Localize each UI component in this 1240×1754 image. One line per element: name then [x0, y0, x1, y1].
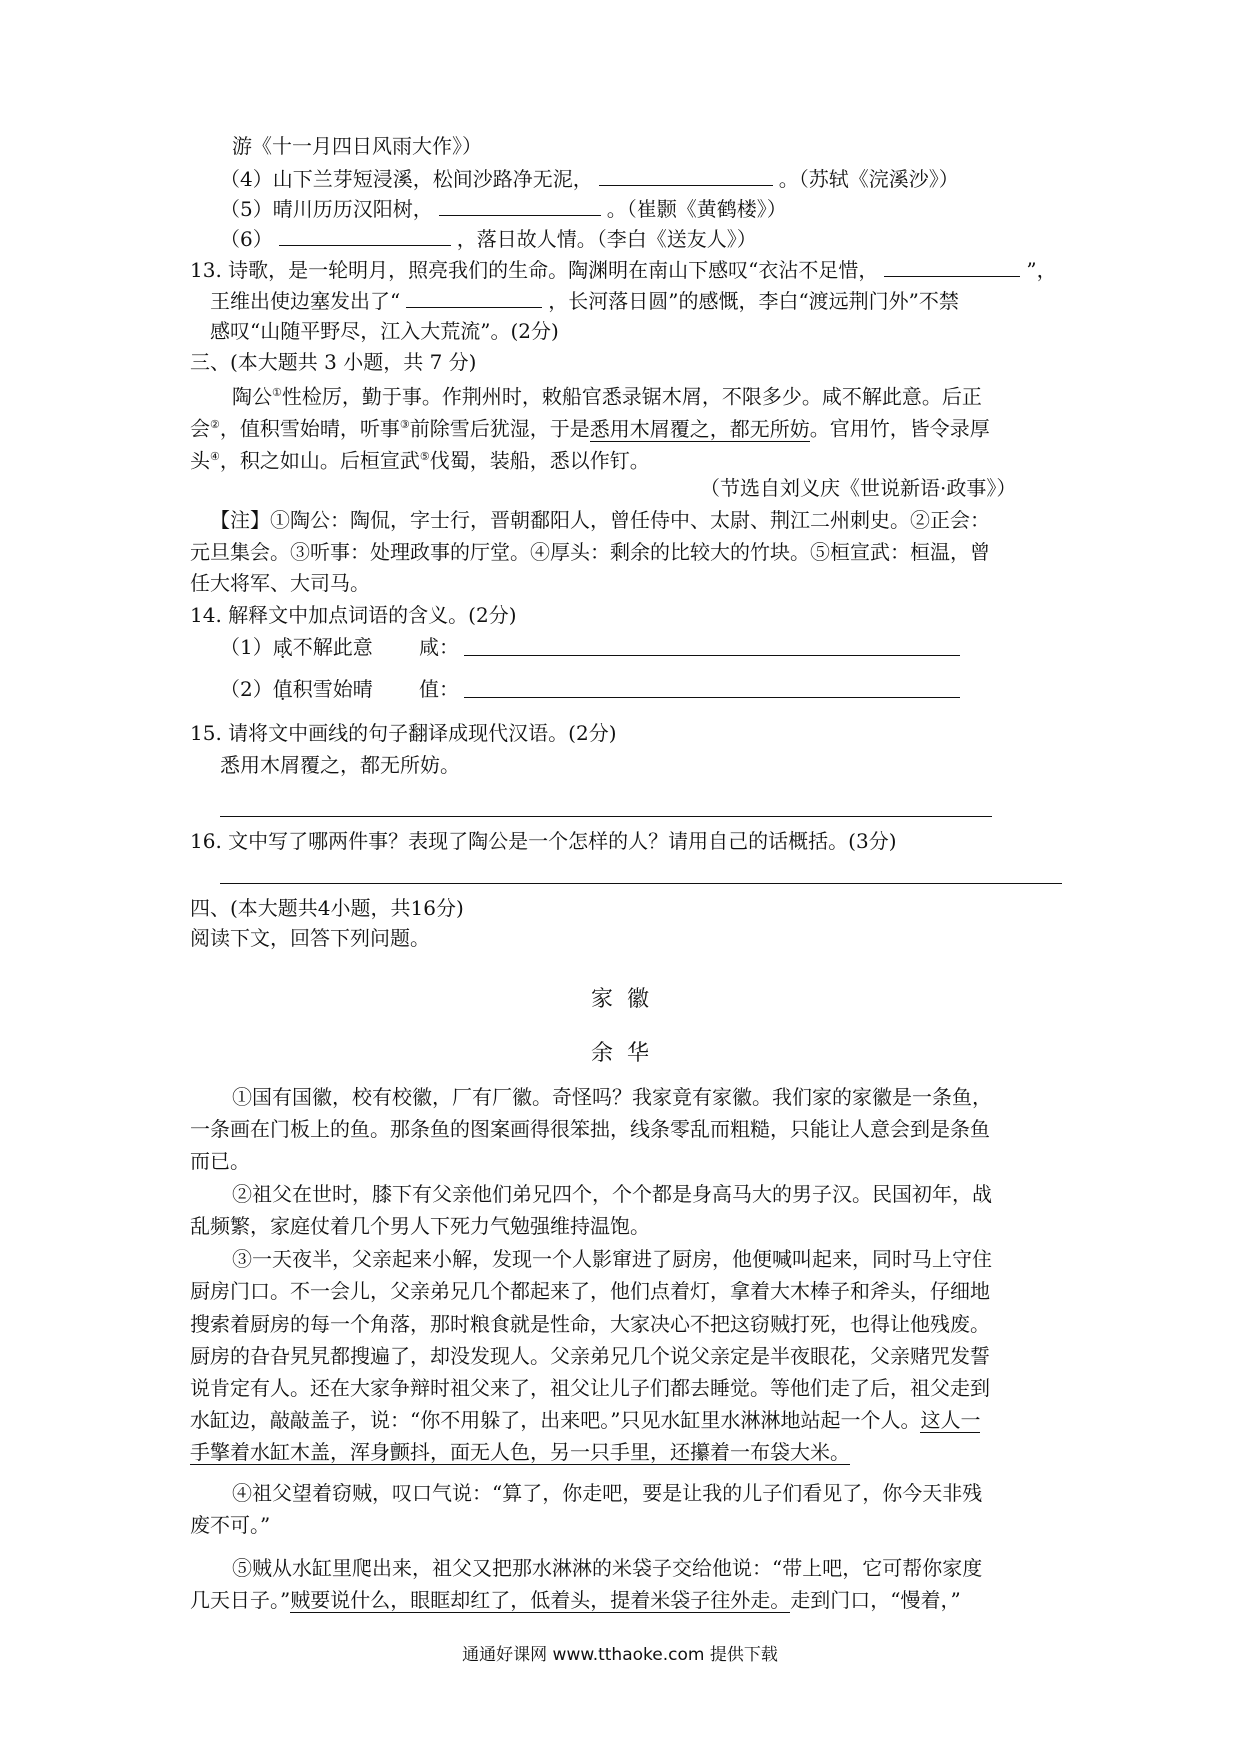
article-text: 走到门口，“慢着，” — [790, 1588, 961, 1612]
note-line-3: 任大将军、大司马。 — [190, 571, 370, 595]
footnote-mark: ⑤ — [419, 450, 430, 463]
article-line — [190, 1437, 850, 1467]
poem-line-4-text: （4）山下兰芽短浸溪，松间沙路净无泥， — [220, 167, 593, 191]
page-footer: 通通好课网 www.tthaoke.com 提供下载 — [462, 1645, 778, 1665]
passage-line-3 — [190, 442, 650, 476]
q13-text-a: 13. 诗歌，是一轮明月，照亮我们的生命。陶渊明在南山下感叹“衣沾不足惜， — [190, 258, 879, 282]
answer-line[interactable] — [464, 697, 960, 698]
q14-label-2: 值： — [419, 677, 459, 701]
passage-line-2 — [190, 410, 990, 444]
poem-line-5-text: （5）晴川历历汉阳树， — [220, 197, 433, 221]
article-line — [190, 1585, 961, 1615]
answer-blank[interactable] — [439, 193, 601, 216]
article-line: ⑤贼从水缸里爬出来，祖父又把那水淋淋的米袋子交给他说：“带上吧，它可帮你家度 — [232, 1556, 983, 1580]
answer-line[interactable] — [220, 883, 1062, 884]
article-line: ③一天夜半，父亲起来小解，发现一个人影窜进了厨房，他便喊叫起来，同时马上守住 — [232, 1247, 992, 1271]
answer-line[interactable] — [464, 655, 960, 656]
answer-blank[interactable] — [279, 223, 451, 246]
poem-line-5 — [220, 193, 787, 224]
poem-line-0: 游《十一月四日风雨大作》） — [232, 134, 482, 158]
passage-text: 伐蜀，装船，悉以作钉。 — [429, 448, 650, 473]
passage-text: 头 — [190, 448, 210, 473]
article-line: ①国有国徽，校有校徽，厂有厂徽。奇怪吗？我家竟有家徽。我们家的家徽是一条鱼， — [232, 1085, 992, 1109]
q13-text-e: 感叹“山随平野尽，江入大荒流”。(2分) — [210, 319, 559, 343]
poem-line-4 — [220, 163, 959, 194]
q14-label-1: 咸： — [419, 635, 459, 659]
item-number: （1） — [220, 635, 273, 659]
question-13 — [190, 254, 1057, 285]
underlined-sentence: 手擎着水缸木盖，浑身颤抖，面无人色，另一只手里，还攥着一布袋大米。 — [190, 1440, 850, 1464]
poem-line-4-source: 。（苏轼《浣溪沙》） — [778, 167, 959, 191]
item-number: （2） — [220, 677, 273, 701]
underlined-sentence: 这人一 — [920, 1408, 981, 1432]
article-line: 厨房门口。不一会儿，父亲弟兄几个都起来了，他们点着灯，拿着大木棒子和斧头，仔细地 — [190, 1279, 990, 1303]
footnote-mark: ③ — [399, 418, 410, 431]
question-14: 14. 解释文中加点词语的含义。(2分) — [190, 603, 517, 627]
dotted-word: 值 — [272, 677, 293, 701]
q13-text-b: ”， — [1026, 258, 1057, 282]
poem-line-6-num: （6） — [220, 227, 273, 251]
article-text: 几天日子。” — [190, 1588, 291, 1612]
passage-text: ，值积雪始晴，听事 — [219, 416, 400, 441]
article-line — [190, 1405, 980, 1435]
answer-blank[interactable] — [884, 254, 1020, 277]
dotted-word: 咸 — [272, 635, 293, 659]
q13-text-d: ，长河落日圆”的感慨，李白“渡远荆门外”不禁 — [548, 289, 959, 313]
underlined-sentence: 悉用木屑覆之，都无所妨 — [589, 416, 810, 441]
passage-text: 陶公 — [232, 384, 272, 409]
article-line: 厨房的旮旮旯旯都搜遍了，却没发现人。父亲弟兄几个说父亲定是半夜眼花，父亲赌咒发誓 — [190, 1344, 990, 1368]
section-4-heading: 四、(本大题共4小题，共16分) — [190, 896, 464, 920]
article-line: 废不可。” — [190, 1513, 271, 1537]
item-text: 积雪始晴 — [292, 677, 373, 701]
article-line: 而已。 — [190, 1149, 250, 1173]
question-13-line-2 — [210, 285, 959, 316]
passage-source: （节选自刘义庆《世说新语·政事》） — [700, 476, 1017, 500]
q15-sentence: 悉用木屑覆之，都无所妨。 — [220, 753, 460, 777]
answer-blank[interactable] — [599, 163, 773, 186]
passage-line-1 — [232, 378, 982, 412]
article-line: 乱频繁，家庭仗着几个男人下死力气勉强维持温饱。 — [190, 1214, 650, 1238]
question-16: 16. 文中写了哪两件事？表现了陶公是一个怎样的人？请用自己的话概括。(3分) — [190, 829, 897, 853]
passage-text: 。官用竹，皆令录厚 — [809, 416, 990, 441]
q14-item-1 — [220, 632, 373, 662]
q13-text-c: 王维出使边塞发出了“ — [210, 289, 401, 313]
section-3-heading: 三、(本大题共 3 小题，共 7 分) — [190, 350, 477, 374]
passage-text: 性检厉，勤于事。作荆州时，敕船官悉录锯木屑，不限多少。咸不解此意。后正 — [281, 384, 982, 409]
article-line: 说肯定有人。还在大家争辩时祖父来了，祖父让儿子们都去睡觉。等他们走了后，祖父走到 — [190, 1376, 990, 1400]
footnote-mark: ④ — [210, 450, 220, 463]
article-title: 家徽 — [590, 987, 663, 1012]
note-line-1: 【注】①陶公：陶侃，字士行，晋朝鄱阳人，曾任侍中、太尉、荆江二州刺史。②正会： — [210, 508, 990, 532]
poem-line-5-source: 。（崔颢《黄鹤楼》） — [606, 197, 787, 221]
passage-text: 前除雪后犹湿，于是 — [409, 416, 590, 441]
answer-blank[interactable] — [406, 285, 542, 308]
poem-line-6 — [220, 223, 757, 254]
article-line: ②祖父在世时，膝下有父亲他们弟兄四个，个个都是身高马大的男子汉。民国初年，战 — [232, 1182, 992, 1206]
section-4-intro: 阅读下文，回答下列问题。 — [190, 926, 430, 950]
answer-line[interactable] — [220, 816, 992, 817]
article-line: 搜索着厨房的每一个角落，那时粮食就是性命，大家决心不把这窃贼打死，也得让他残废。 — [190, 1312, 990, 1336]
note-line-2: 元旦集会。③听事：处理政事的厅堂。④厚头：剩余的比较大的竹块。⑤桓宣武：桓温，曾 — [190, 540, 990, 564]
article-line: 一条画在门板上的鱼。那条鱼的图案画得很笨拙，线条零乱而粗糙，只能让人意会到是条鱼 — [190, 1117, 990, 1141]
item-text: 不解此意 — [292, 635, 373, 659]
footnote-mark: ① — [272, 386, 282, 399]
footnote-mark: ② — [210, 418, 220, 431]
article-author: 余华 — [590, 1041, 663, 1066]
passage-text: 会 — [190, 416, 210, 441]
article-text: 水缸边，敲敲盖子，说：“你不用躲了，出来吧。”只见水缸里水淋淋地站起一个人。 — [190, 1408, 921, 1432]
passage-text: ，积之如山。后桓宣武 — [219, 448, 420, 473]
q14-item-2 — [220, 674, 373, 704]
poem-line-6-source: ，落日故人情。（李白《送友人》） — [456, 227, 757, 251]
article-line: ④祖父望着窃贼，叹口气说：“算了，你走吧，要是让我的儿子们看见了，你今天非残 — [232, 1481, 983, 1505]
question-15: 15. 请将文中画线的句子翻译成现代汉语。(2分) — [190, 721, 617, 745]
underlined-sentence: 贼要说什么，眼眶却红了，低着头，提着米袋子往外走。 — [290, 1588, 791, 1612]
